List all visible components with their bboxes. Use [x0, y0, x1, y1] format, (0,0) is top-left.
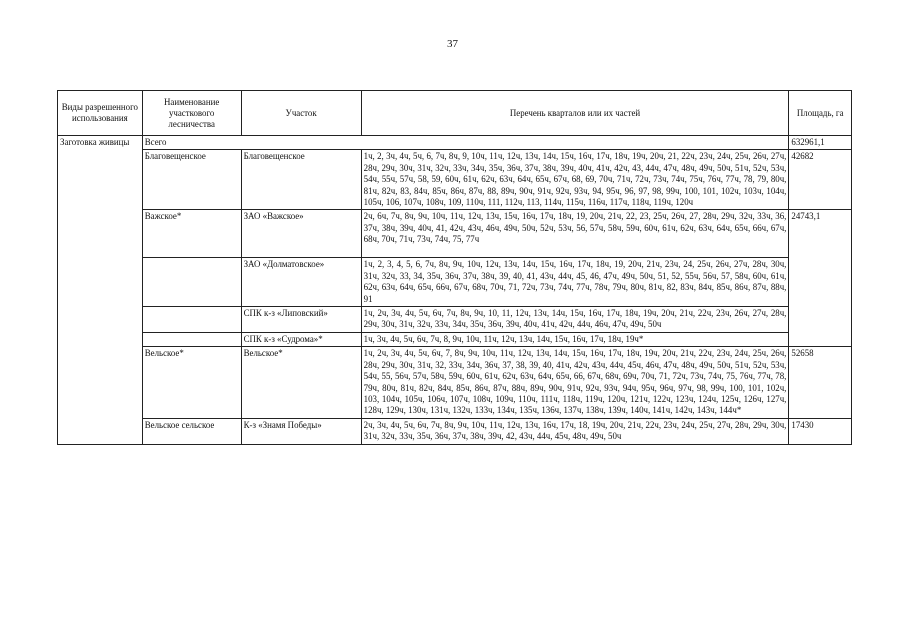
- plot-cell: Вельское*: [241, 347, 361, 418]
- forestry-cell: [142, 307, 241, 333]
- area-cell: 17430: [789, 418, 852, 444]
- forestry-cell: Вельское сельское: [142, 418, 241, 444]
- quarters-list-cell: 1ч, 2ч, 3ч, 4ч, 5ч, 6ч, 7ч, 8ч, 9ч, 10, 11, 12ч, 13ч, 14ч, 15ч, 16ч, 17ч, 18ч, 19ч, 20ч, 21ч, 22ч, 23ч, 26ч, 27ч, 28ч, 29ч, 30ч, 31ч, 32ч, 33ч, 34ч, 35ч, 36ч, 39ч, 40ч, 41ч, 42ч, 44ч, 46ч, 47ч, 49ч, 50ч: [361, 307, 789, 333]
- quarters-list-cell: 1ч, 2ч, 3ч, 4ч, 5ч, 6ч, 7, 8ч, 9ч, 10ч, 11ч, 12ч, 13ч, 14ч, 15ч, 16ч, 17ч, 18ч, 19ч, 20ч, 21ч, 22ч, 23ч, 24ч, 25ч, 26ч, 28ч, 29ч, 30ч, 31ч, 32, 33ч, 34ч, 36ч, 37, 38, 39, 40, 41ч, 42ч, 43ч, 44ч, 45ч, 46ч, 47ч, 48ч, 49ч, 50ч, 51ч, 52ч, 53ч, 54ч, 55, 56ч, 57ч, 58ч, 59ч, 60ч, 61ч, 62ч, 63ч, 64ч, 65ч, 66, 67ч, 68ч, 69ч, 70ч, 71, 72ч, 73ч, 74ч, 75, 76ч, 77ч, 78, 79ч, 80ч, 81ч, 82ч, 84ч, 85ч, 86ч, 87ч, 88ч, 89ч, 90ч, 91ч, 92ч, 93ч, 94ч, 95ч, 96ч, 97ч, 98, 99ч, 100, 101, 102ч, 103, 104ч, 105ч, 106ч, 107ч, 108ч, 109ч, 110ч, 111ч, 118ч, 119ч, 120ч, 121ч, 122ч, 123ч, 124ч, 125ч, 126ч, 127ч, 128ч, 129ч, 130ч, 131ч, 132ч, 133ч, 134ч, 135ч, 136ч, 137ч, 138ч, 139ч, 140ч, 141ч, 142ч, 143ч, 144ч*: [361, 347, 789, 418]
- table-row: [58, 210, 852, 258]
- table-row: [58, 307, 852, 333]
- header-plot: Участок: [241, 91, 361, 136]
- quarters-list-cell: 1ч, 3ч, 4ч, 5ч, 6ч, 7ч, 8, 9ч, 10ч, 11ч, 12ч, 13ч, 14ч, 15ч, 16ч, 17ч, 18ч, 19ч*: [361, 332, 789, 346]
- forestry-cell: Вельское*: [142, 347, 241, 418]
- quarters-list-cell: 1ч, 2, 3, 4, 5, 6, 7ч, 8ч, 9ч, 10ч, 12ч, 13ч, 14ч, 15ч, 16ч, 17ч, 18ч, 19, 20ч, 21ч, 23ч, 24, 25ч, 26ч, 27ч, 28ч, 30ч, 31ч, 32ч, 33, 34, 35ч, 36ч, 37ч, 38ч, 39, 40, 41, 43ч, 44ч, 45, 46, 47ч, 49ч, 50ч, 51, 52, 55ч, 56ч, 57, 58ч, 60ч, 61ч, 62ч, 63ч, 64ч, 65ч, 66ч, 67ч, 68ч, 70ч, 71, 72ч, 73ч, 74ч, 77ч, 78ч, 79ч, 80ч, 81ч, 82, 83ч, 84ч, 85ч, 86ч, 87ч, 88ч, 91: [361, 258, 789, 307]
- table-row: [58, 258, 852, 307]
- quarters-list-cell: 1ч, 2, 3ч, 4ч, 5ч, 6, 7ч, 8ч, 9, 10ч, 11ч, 12ч, 13ч, 14ч, 15ч, 16ч, 17ч, 18ч, 19ч, 20ч, 21, 22ч, 23ч, 24ч, 25ч, 26ч, 27ч, 28ч, 29ч, 30ч, 31ч, 32ч, 33ч, 34ч, 35ч, 36ч, 37ч, 38ч, 39ч, 40ч, 41ч, 42ч, 43, 44ч, 47ч, 48ч, 49ч, 50ч, 51ч, 52ч, 53ч, 54ч, 55ч, 57ч, 58, 59, 60ч, 61ч, 62ч, 63ч, 64ч, 65ч, 67ч, 68, 69, 70ч, 71ч, 72ч, 73ч, 74ч, 75ч, 76ч, 77ч, 78, 79, 80ч, 81ч, 82ч, 83, 84ч, 85ч, 86ч, 87ч, 88, 89ч, 90ч, 91ч, 92ч, 93ч, 94, 95ч, 96, 97, 98, 99ч, 100, 101, 102ч, 103ч, 104ч, 105ч, 106, 107ч, 108ч, 109, 110ч, 111, 112ч, 113, 114ч, 115ч, 116ч, 117ч, 118ч, 119ч, 120ч: [361, 150, 789, 210]
- header-area: Площадь, га: [789, 91, 852, 136]
- quarters-list-cell: 2ч, 6ч, 7ч, 8ч, 9ч, 10ч, 11ч, 12ч, 13ч, 15ч, 16ч, 17ч, 18ч, 19, 20ч, 21ч, 22, 23, 25ч, 26ч, 27, 28ч, 29ч, 32ч, 33ч, 36, 37ч, 38ч, 39ч, 40ч, 41, 42ч, 43ч, 46ч, 49ч, 50ч, 52ч, 53ч, 56, 57ч, 58ч, 59ч, 60ч, 61ч, 62ч, 63ч, 64ч, 65ч, 66ч, 67ч, 68ч, 70ч, 71ч, 73ч, 74ч, 75, 77ч: [361, 210, 789, 258]
- forestry-cell: [142, 332, 241, 346]
- forestry-cell: Благовещенское: [142, 150, 241, 210]
- header-list: Перечень кварталов или их частей: [361, 91, 789, 136]
- plot-cell: СПК к-з «Судрома»*: [241, 332, 361, 346]
- quarters-list-cell: 2ч, 3ч, 4ч, 5ч, 6ч, 7ч, 8ч, 9ч, 10ч, 11ч, 12ч, 13ч, 16ч, 17ч, 18, 19ч, 20ч, 21ч, 22ч, 23ч, 24ч, 25ч, 27ч, 28ч, 29ч, 30ч, 31ч, 32ч, 33ч, 35ч, 36ч, 37ч, 38ч, 39ч, 42, 43ч, 44ч, 45ч, 48ч, 49ч, 50ч: [361, 418, 789, 444]
- table-row: [58, 150, 852, 210]
- table-row-total: [58, 136, 852, 150]
- header-use: Виды разрешенного использования: [58, 91, 143, 136]
- table-header-row: [58, 91, 852, 136]
- forestry-cell: Важское*: [142, 210, 241, 258]
- table-row: [58, 418, 852, 444]
- total-area: 632961,1: [789, 136, 852, 150]
- area-cell: 52658: [789, 347, 852, 418]
- plot-cell: СПК к-з «Липовский»: [241, 307, 361, 333]
- plot-cell: ЗАО «Важское»: [241, 210, 361, 258]
- total-label: Всего: [142, 136, 789, 150]
- table-row: [58, 332, 852, 346]
- page-number: 37: [447, 38, 458, 50]
- header-forestry: Наименование участкового лесничества: [142, 91, 241, 136]
- plot-cell: ЗАО «Долматовское»: [241, 258, 361, 307]
- forestry-cell: [142, 258, 241, 307]
- allocation-table: [57, 90, 852, 445]
- area-cell: 42682: [789, 150, 852, 210]
- table-row: [58, 347, 852, 418]
- plot-cell: К-з «Знамя Победы»: [241, 418, 361, 444]
- area-cell: 24743,1: [789, 210, 852, 347]
- use-cell: Заготовка живицы: [58, 136, 143, 445]
- plot-cell: Благовещенское: [241, 150, 361, 210]
